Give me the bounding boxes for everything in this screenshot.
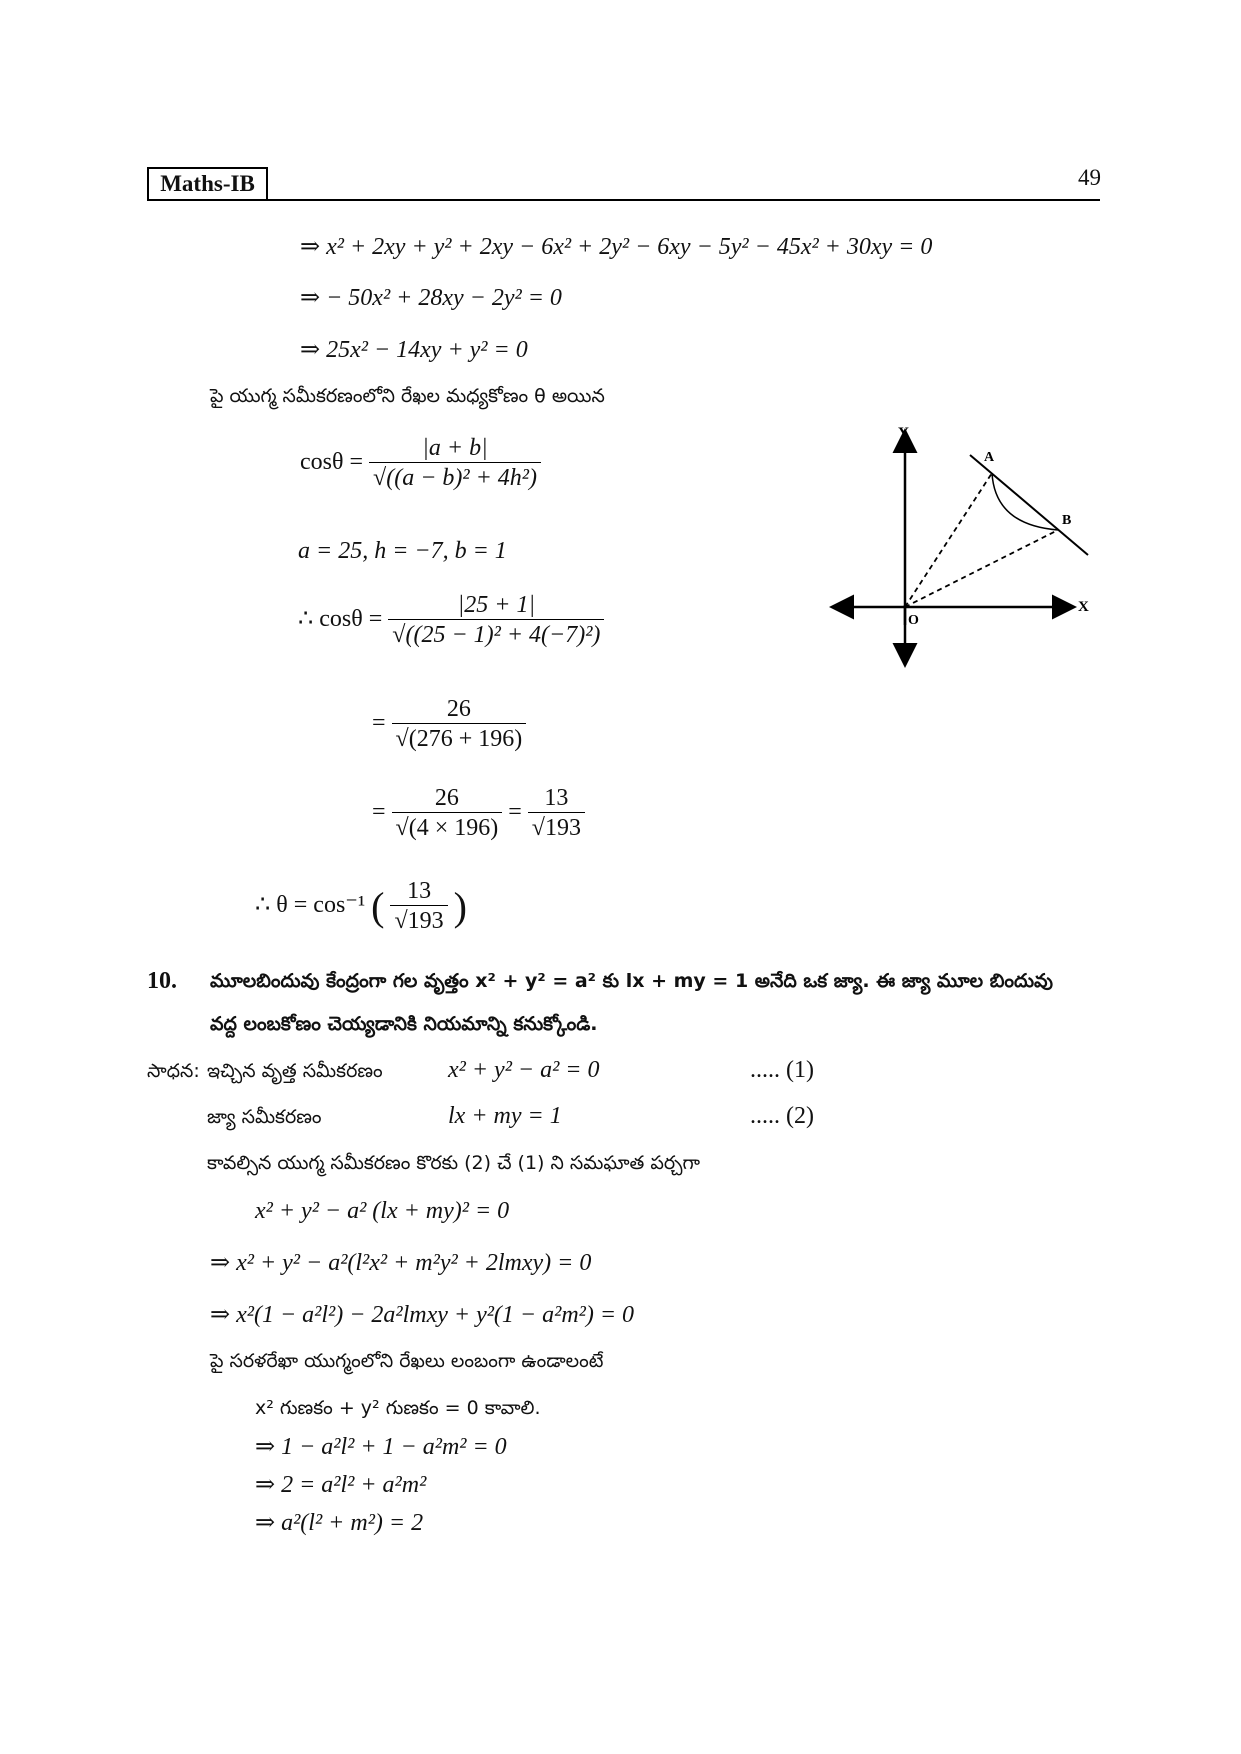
condition-line-3: ⇒ 2 = a²l² + a²m² [255,1472,427,1498]
simplify-b-numerator-1: 26 [392,785,503,813]
chord-equation: lx + my = 1 [448,1103,562,1129]
condition-line-4: ⇒ a²(l² + m²) = 2 [255,1510,424,1536]
simplify-step-b [372,785,585,842]
substitution-step [298,592,604,649]
simplify-b-denominator-1: √(4 × 196) [395,815,499,841]
simplify-a-denominator: √(276 + 196) [395,726,523,752]
substitution-fraction [388,592,604,649]
chord-eq-ref: ..... (2) [750,1103,814,1129]
substitution-numerator: |25 + 1| [388,592,604,620]
solution-label: సాధన: [147,1060,200,1082]
derivation-line-1: ⇒ x² + 2xy + y² + 2xy − 6x² + 2y² − 6xy − 5y² − 45x² + 30xy = 0 [300,234,933,260]
subject-label: Maths-IB [160,171,255,196]
label-b: B [1062,513,1072,528]
homog-step-3: ⇒ x²(1 − a²l²) − 2a²lmxy + y²(1 − a²m²) = 0 [210,1302,635,1328]
label-x: X [1078,599,1089,615]
simplify-b-denominator-2: √193 [531,815,581,841]
condition-line-1: x² గుణకం + y² గుణకం = 0 కావాలి. [255,1397,541,1419]
cos-formula-numerator: |a + b| [369,435,541,463]
label-y: Y [898,425,909,441]
question-number: 10. [147,968,177,994]
simplify-b-numerator-2: 13 [528,785,585,813]
chord-diagram [820,425,1100,675]
simplify-b-lhs: = [372,799,386,826]
theta-result-denominator: √193 [394,908,444,934]
page-number: 49 [1078,165,1101,190]
simplify-a-lhs: = [372,710,386,737]
circle-eq-ref: ..... (1) [750,1057,814,1083]
chord-line [970,455,1088,555]
theta-result-fraction [390,878,447,935]
simplify-b-equals: = [508,799,522,826]
ray-oa [905,473,992,607]
simplify-b-fraction-2 [528,785,585,842]
ray-ob [905,530,1058,607]
theta-result-numerator: 13 [390,878,447,906]
circle-eq-label: ఇచ్చిన వృత్త సమీకరణం [207,1060,383,1082]
chord-eq-label: జ్యా సమీకరణం [207,1106,322,1128]
homog-step-2: ⇒ x² + y² − a²(l²x² + m²y² + 2lmxy) = 0 [210,1250,592,1276]
cos-formula-lhs: cosθ = [300,449,364,476]
cos-formula-denominator: √((a − b)² + 4h²) [373,465,537,491]
circle-equation: x² + y² − a² = 0 [448,1057,600,1083]
label-o: O [908,613,919,628]
cos-formula-fraction [369,435,541,492]
simplify-a-numerator: 26 [392,696,527,724]
theta-result: ∴ θ = cos⁻¹ ( $\frac{13}{√193}$ ) [255,878,467,934]
label-a: A [984,450,995,465]
condition-line-2: ⇒ 1 − a²l² + 1 − a²m² = 0 [255,1434,507,1460]
simplify-a-fraction [392,696,527,753]
question-line-2: వద్ద లంబకోణం చెయ్యడానికి నియమాన్ని కనుక్కోండి. [210,1013,598,1035]
header-rule [268,199,1100,201]
substitution-lhs: ∴ cosθ = [298,606,383,633]
subject-label-box [147,167,268,201]
theta-result-lhs: ∴ θ = cos⁻¹ [255,892,366,919]
derivation-line-2: ⇒ − 50x² + 28xy − 2y² = 0 [300,285,562,311]
substitution-denominator: √((25 − 1)² + 4(−7)²) [392,622,601,648]
homogenize-text: కావల్సిన యుగ్మ సమీకరణం కొరకు (2) చే (1) ని సమఘాత పర్చగా [207,1152,700,1174]
cos-formula [300,435,541,492]
angle-statement: పై యుగ్మ సమీకరణంలోని రేఖల మధ్యకోణం θ అయిన [210,385,605,407]
homog-step-1: x² + y² − a² (lx + my)² = 0 [255,1198,510,1224]
values-line: a = 25, h = −7, b = 1 [298,538,507,564]
perpendicular-text: పై సరళరేఖా యుగ్మంలోని రేఖలు లంబంగా ఉండాలంటే [210,1350,604,1372]
simplify-b-fraction-1 [392,785,503,842]
question-line-1: మూలబిందువు కేంద్రంగా గల వృత్తం x² + y² = a² కు lx + my = 1 అనేది ఒక జ్యా. ఈ జ్యా మూల బిందువు [210,970,1054,992]
derivation-line-3: ⇒ 25x² − 14xy + y² = 0 [300,337,528,363]
simplify-step-a [372,696,526,753]
